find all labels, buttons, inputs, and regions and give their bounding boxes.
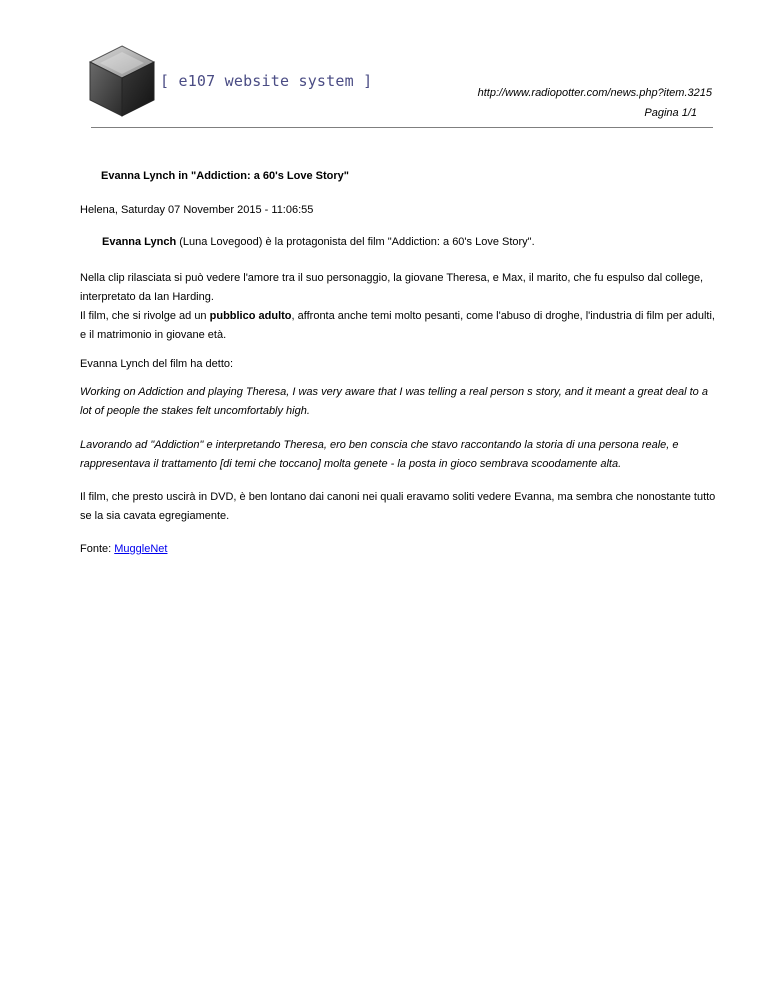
clip-line-1: Nella clip rilasciata si può vedere l'amore tra il suo personaggio, la giovane Theresa, e Max, il marito, che fu espulso dal college, interpretato da Ian Harding. [80, 272, 704, 303]
article-title: Evanna Lynch in "Addiction: a 60's Love Story" [101, 170, 349, 182]
quote-italian: Lavorando ad "Addiction" e interpretando Theresa, ero ben conscia che stavo raccontando la storia di una persona reale, e rappresentava il trattamento [di temi che toccano] molta genete - la posta in gioco sembrava scoodamente alta. [80, 439, 679, 470]
clip-line-2-bold: pubblico adulto [209, 310, 292, 322]
e107-cube-logo-icon [88, 44, 156, 118]
clip-line-2-after: , affronta anche temi molto pesanti, come l'abuso di droghe, l'industria di film per adulti, e il matrimonio in giovane età. [80, 310, 715, 341]
header-divider [91, 127, 713, 128]
article-byline: Helena, Saturday 07 November 2015 - 11:06:55 [80, 204, 314, 216]
page-number: Pagina 1/1 [644, 107, 697, 119]
clip-paragraph [80, 269, 720, 345]
dvd-paragraph: Il film, che presto uscirà in DVD, è ben lontano dai canoni nei quali eravamo soliti vedere Evanna, ma sembra che nonostante tutto se la sia cavata egregiamente. [80, 491, 716, 522]
said-paragraph: Evanna Lynch del film ha detto: [80, 358, 234, 370]
intro-paragraph [80, 233, 720, 252]
page-header [0, 0, 768, 130]
source-url: http://www.radiopotter.com/news.php?item.3215 [477, 87, 712, 99]
logo-wordmark: [ e107 website system ] [160, 72, 373, 90]
intro-text: (Luna Lovegood) è la protagonista del film "Addiction: a 60's Love Story". [176, 236, 535, 248]
source-label: Fonte: [80, 543, 115, 555]
quote-english: Working on Addiction and playing Theresa, I was very aware that I was telling a real person s story, and it meant a great deal to a lot of people the stakes felt uncomfortably high. [80, 386, 708, 417]
source-link[interactable]: MuggleNet [114, 543, 168, 555]
intro-bold-name: Evanna Lynch [102, 236, 177, 248]
clip-line-2-before: Il film, che si rivolge ad un [80, 310, 210, 322]
source-paragraph [80, 540, 720, 559]
